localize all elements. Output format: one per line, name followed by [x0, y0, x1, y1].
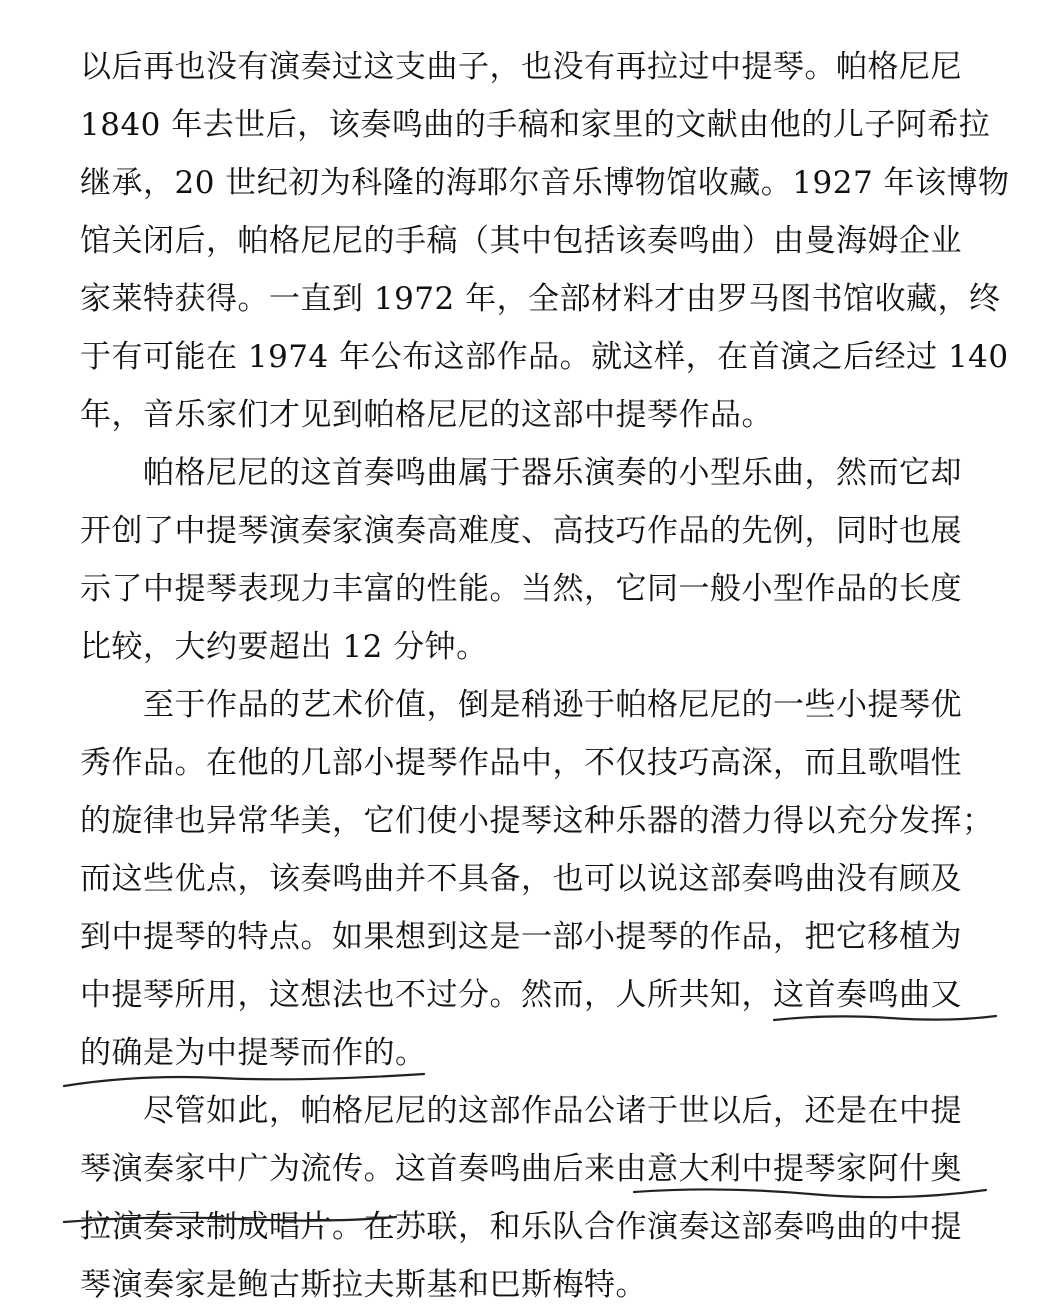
handwritten-underline-4: [60, 1214, 400, 1225]
paragraph-4-line-2: 琴演奏家中广为流传。这首奏鸣曲后来由意大利中提琴家阿什奥: [80, 1151, 962, 1187]
text-line-1: 以后再也没有演奏过这支曲子，也没有再拉过中提琴。帕格尼尼: [80, 49, 962, 85]
paragraph-4-line-1: 尽管如此，帕格尼尼的这部作品公诸于世以后，还是在中提: [143, 1093, 962, 1129]
text-line-3: 继承，20 世纪初为科隆的海耶尔音乐博物馆收藏。1927 年该博物: [80, 165, 1010, 201]
paragraph-3-line-3: 的旋律也异常华美，它们使小提琴这种乐器的潜力得以充分发挥；: [80, 803, 994, 839]
handwritten-underline-1: [770, 1010, 1000, 1030]
paragraph-2-line-3: 示了中提琴表现力丰富的性能。当然，它同一般小型作品的长度: [80, 571, 962, 607]
paragraph-2-line-4: 比较，大约要超出 12 分钟。: [80, 629, 488, 665]
text-line-5: 家莱特获得。一直到 1972 年，全部材料才由罗马图书馆收藏，终: [80, 281, 1001, 317]
paragraph-3-line-7: 的确是为中提琴而作的。: [80, 1035, 427, 1071]
text-line-6: 于有可能在 1974 年公布这部作品。就这样，在首演之后经过 140: [80, 339, 1009, 375]
paragraph-3-line-1: 至于作品的艺术价值，倒是稍逊于帕格尼尼的一些小提琴优: [143, 687, 962, 723]
paragraph-3-line-2: 秀作品。在他的几部小提琴作品中，不仅技巧高深，而且歌唱性: [80, 745, 962, 781]
paragraph-2-line-2: 开创了中提琴演奏家演奏高难度、高技巧作品的先例，同时也展: [80, 513, 962, 549]
paragraph-3-line-6: 中提琴所用，这想法也不过分。然而，人所共知，这首奏鸣曲又: [80, 977, 962, 1013]
text-line-4: 馆关闭后，帕格尼尼的手稿（其中包括该奏鸣曲）由曼海姆企业: [80, 223, 962, 259]
paragraph-4-line-4: 琴演奏家是鲍古斯拉夫斯基和巴斯梅特。: [80, 1267, 647, 1303]
paragraph-3-line-5: 到中提琴的特点。如果想到这是一部小提琴的作品，把它移植为: [80, 919, 962, 955]
text-line-2: 1840 年去世后，该奏鸣曲的手稿和家里的文献由他的儿子阿希拉: [80, 107, 991, 143]
paragraph-4-line-3: 拉演奏录制成唱片。在苏联，和乐队合作演奏这部奏鸣曲的中提: [80, 1209, 962, 1245]
handwritten-underline-3: [630, 1184, 990, 1204]
text-line-7: 年，音乐家们才见到帕格尼尼的这部中提琴作品。: [80, 397, 773, 433]
paragraph-2-line-1: 帕格尼尼的这首奏鸣曲属于器乐演奏的小型乐曲，然而它却: [143, 455, 962, 491]
handwritten-underline-2: [60, 1068, 430, 1096]
paragraph-3-line-4: 而这些优点，该奏鸣曲并不具备，也可以说这部奏鸣曲没有顾及: [80, 861, 962, 897]
